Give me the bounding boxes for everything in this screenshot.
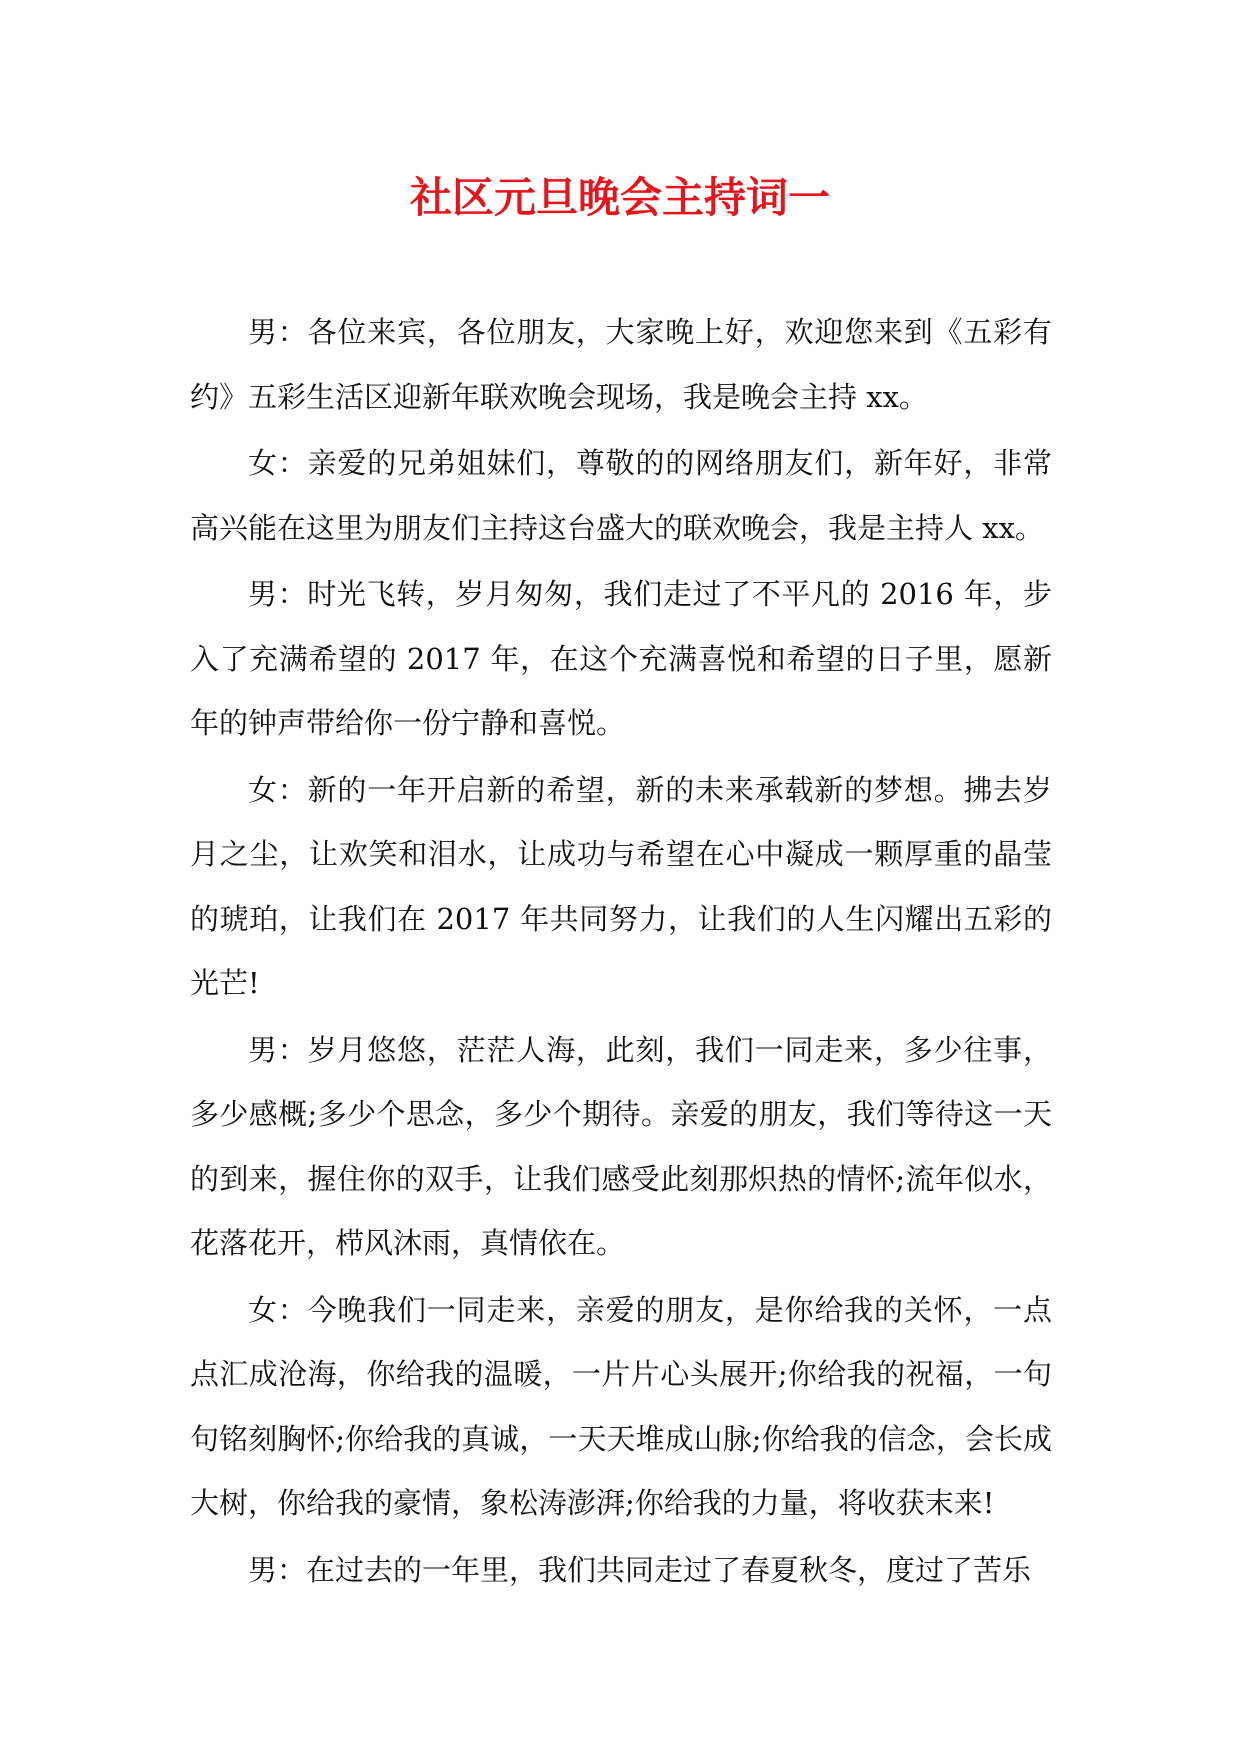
paragraph: 女：新的一年开启新的希望，新的未来承载新的梦想。拂去岁月之尘，让欢笑和泪水，让成功与希望在心中凝成一颗厚重的晶莹的琥珀，让我们在 2017 年共同努力，让我们的人生闪耀出五彩的光芒! bbox=[190, 772, 1052, 1000]
document-body bbox=[190, 300, 1052, 1604]
paragraph: 男：各位来宾，各位朋友，大家晚上好，欢迎您来到《五彩有约》五彩生活区迎新年联欢晚会现场，我是晚会主持 xx。 bbox=[190, 315, 1052, 414]
paragraph: 男：时光飞转，岁月匆匆，我们走过了不平凡的 2016 年，步入了充满希望的 2017 年，在这个充满喜悦和希望的日子里，愿新年的钟声带给你一份宁静和喜悦。 bbox=[190, 577, 1052, 740]
document-title: 社区元旦晚会主持词一 bbox=[409, 173, 830, 222]
paragraph: 女：今晚我们一同走来，亲爱的朋友，是你给我的关怀，一点点汇成沧海，你给我的温暖，一片片心头展开;你给我的祝福，一句句铭刻胸怀;你给我的真诚，一天天堆成山脉;你给我的信念，会长成大树，你给我的豪情，象松涛澎湃;你给我的力量，将收获末来! bbox=[190, 1292, 1052, 1520]
paragraph: 男：在过去的一年里，我们共同走过了春夏秋冬，度过了苦乐 bbox=[248, 1552, 1032, 1587]
paragraph: 女：亲爱的兄弟姐妹们，尊敬的的网络朋友们，新年好，非常高兴能在这里为朋友们主持这台盛大的联欢晚会，我是主持人 xx。 bbox=[190, 446, 1052, 545]
paragraph: 男：岁月悠悠，茫茫人海，此刻，我们一同走来，多少往事，多少感概;多少个思念，多少个期待。亲爱的朋友，我们等待这一天的到来，握住你的双手，让我们感受此刻那炽热的情怀;流年似水，花落花开，栉风沐雨，真情依在。 bbox=[190, 1032, 1052, 1260]
